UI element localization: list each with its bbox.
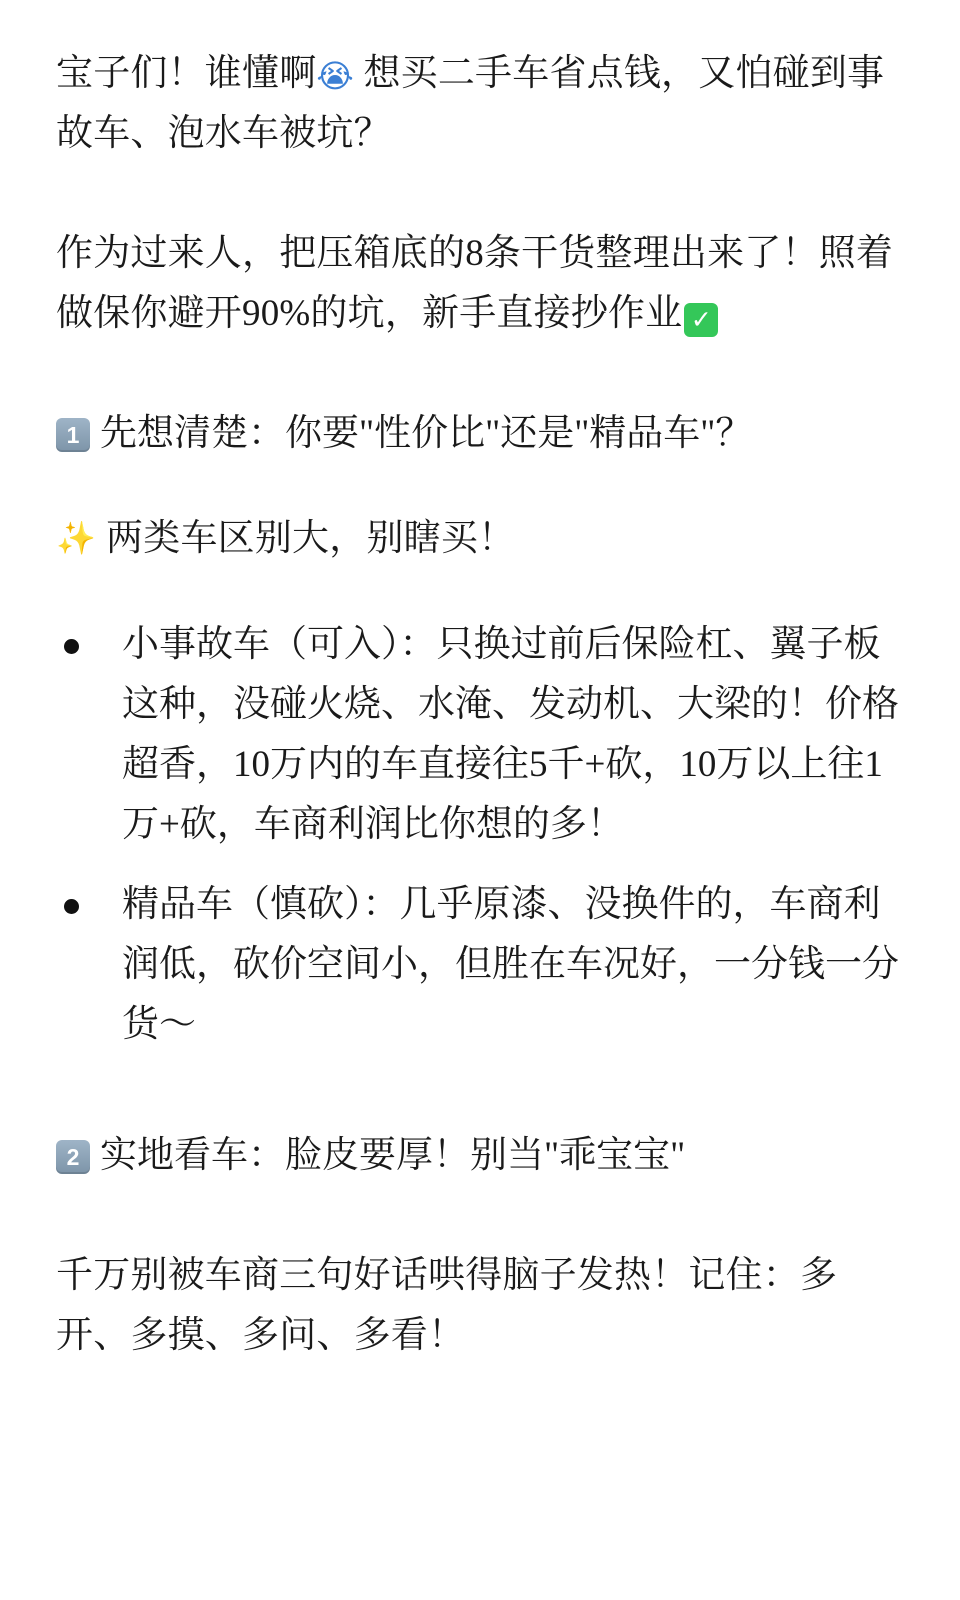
spacer [56, 1232, 904, 1246]
intro-text-2: 作为过来人，把压箱底的8条干货整理出来了！照着做保你避开90%的坑，新手直接抄作业 [56, 232, 894, 334]
spacer [56, 1100, 904, 1126]
intro-paragraph-1 [56, 44, 904, 164]
list-item [56, 875, 904, 1055]
crying-face-icon: 😭 [316, 57, 354, 95]
sparkles-icon: ✨ [56, 518, 97, 557]
section-2-body: 千万别被车商三句好话哄得脑子发热！记住：多开、多摸、多问、多看！ [56, 1254, 838, 1356]
section-1-heading [56, 404, 904, 463]
spacer [56, 210, 904, 224]
section-1-subtitle-row [56, 509, 904, 569]
section-2-title: 实地看车：脸皮要厚！别当"乖宝宝" [100, 1135, 686, 1177]
intro-paragraph-2 [56, 224, 904, 344]
keycap-one-icon: 1 [56, 418, 90, 452]
section-2-heading [56, 1126, 904, 1185]
check-mark-icon: ✓ [684, 303, 718, 337]
intro-text-1: 宝子们！谁懂啊 [56, 53, 317, 94]
intro-text-1-rest: 想买二手车省点钱，又怕碰到事故车、泡水车被坑？ [56, 53, 885, 154]
list-item [56, 615, 904, 855]
section-1-title: 先想清楚：你要"性价比"还是"精品车"？ [100, 412, 753, 454]
spacer [56, 390, 904, 404]
list-item-text: 精品车（慎砍）：几乎原漆、没换件的，车商利润低，砍价空间小，但胜在车况好，一分钱一分货～ [122, 883, 899, 1045]
keycap-two-icon: 2 [56, 1140, 90, 1174]
section-1-subtitle: 两类车区别大，别瞎买！ [106, 517, 516, 559]
section-1-bullet-list [56, 615, 904, 1055]
list-item-text: 小事故车（可入）：只换过前后保险杠、翼子板这种，没碰火烧、水淹、发动机、大梁的！价格超香，10万内的车直接往5千+砍，10万以上往1万+砍，车商利润比你想的多！ [122, 623, 899, 845]
